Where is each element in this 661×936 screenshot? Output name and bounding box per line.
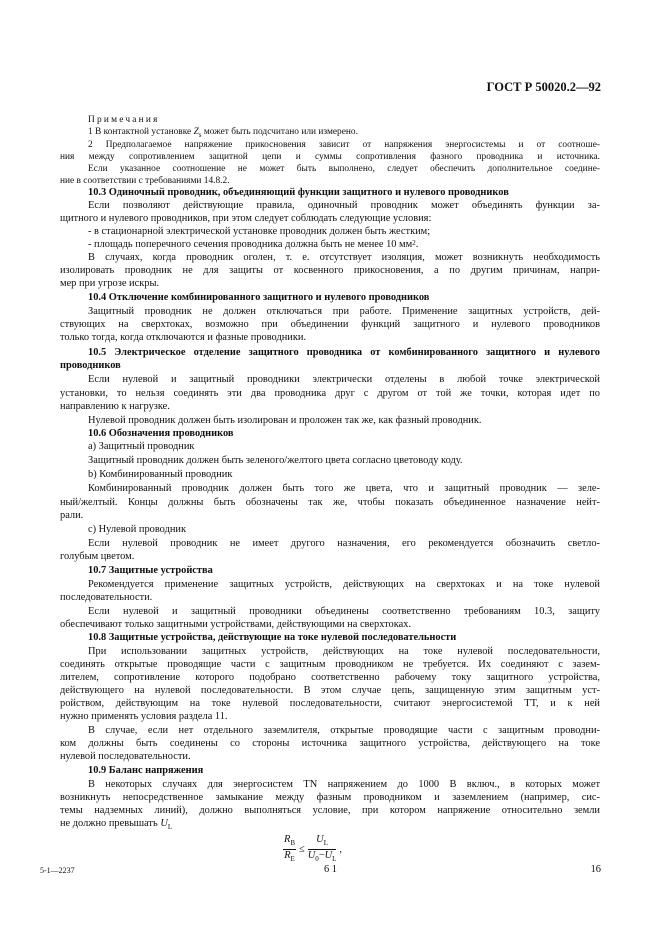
- s108-p1-a: При использовании защитных устройств, действующих на токе нулевой последовательности,: [88, 646, 600, 657]
- section-10-9-title: 10.9 Баланс напряжения: [88, 765, 204, 776]
- s103-p2-b: изолировать проводник не для защиты от косвенного прикосновения, а по другим причинам, напри-: [60, 265, 600, 276]
- s107-p2-a: Если нулевой и защитный проводники объединены соответственно требованиям 10.3, защиту: [88, 606, 600, 617]
- s107-p1-b: последовательности.: [60, 592, 153, 603]
- s108-p1-f: нужно применять условия раздела 11.: [60, 711, 228, 722]
- s105-p2: Нулевой проводник должен быть изолирован и проложен так же, как фазный проводник.: [88, 415, 482, 426]
- s106-item-c: c) Нулевой проводник: [88, 524, 187, 535]
- s109-p1-a: В некоторых случаях для энергосистем TN напряжением до 1000 В включ., в которых может: [88, 779, 600, 790]
- document-code: ГОСТ Р 50020.2—92: [486, 80, 601, 94]
- s108-p2-a: В случае, если нет отдельного заземлителя, открытые проводящие части с защитным проводни-: [88, 725, 600, 736]
- s109-p1-c: темы надземных линий), должно выполняться условие, при котором напряжение относительно земли: [60, 805, 600, 816]
- footer-print-code: 5-1—2237: [40, 866, 75, 875]
- s106-item-a-text: Защитный проводник должен быть зеленого/желтого цвета согласно цветоводу коду.: [88, 455, 463, 466]
- balance-formula: [283, 834, 342, 865]
- s108-p1-b: соединять открытые проводящие части с защитным проводником не требуется. Их соединяют с зазем-: [60, 659, 600, 670]
- s106-item-b-text-a: Комбинированный проводник должен быть того же цвета, что и защитный проводник — зеле-: [88, 483, 600, 494]
- note-2-line-1: 2 Предполагаемое напряжение прикосновения зависит от напряжения энергосистемы и от соотноше-: [88, 140, 600, 150]
- s108-p2-b: ком должны быть соединены со стороны источника защитного устройства, действующего на токе: [60, 738, 600, 749]
- s108-p2-c: нулевой последовательности.: [60, 751, 191, 762]
- formula-right-fraction: $\frac{U_L}{U_0-U_L}$: [307, 834, 337, 864]
- s103-bullet-1: - в стационарной электрической установке проводник должен быть жестким;: [88, 226, 431, 237]
- s109-p1-b: возникнуть непосредственное замыкание между фазным проводником и заземлением (например, сис-: [60, 792, 600, 803]
- s104-p1-a: Защитный проводник не должен отключаться при работе. Применение защитных устройств, дей-: [88, 306, 600, 317]
- note-3-line-1: Если указанное соотношение не может быть выполнено, следует обеспечить дополнительное соедине-: [88, 164, 600, 174]
- s103-bullet-2: - площадь поперечного сечения проводника должна быть не менее 10 $мм^2$.: [88, 239, 419, 250]
- s105-p1-b: установки, то нельзя соединять эти два проводника друг с другом от той же точки, которая идет по: [60, 388, 600, 399]
- section-10-3-title: 10.3 Одиночный проводник, объединяющий функции защитного и нулевого проводников: [88, 187, 509, 198]
- s106-item-b-text-b: ный/желтый. Концы должны быть обозначены так же, чтобы показать объединенное назначение нейт-: [60, 497, 600, 508]
- s103-p2-c: мер при угрозе искры.: [60, 278, 160, 289]
- s104-p1-c: только тогда, когда отключаются и фазные проводники.: [60, 332, 307, 343]
- section-10-5-title-a: 10.5 Электрическое отделение защитного проводника от комбинированного защитного и нулевого: [88, 347, 600, 358]
- s108-p1-e: ройством, действующим на токе нулевой последовательности, считают энергосистемой ТТ, и к ней: [60, 698, 600, 709]
- s103-p1-b: щитного и нулевого проводников, при этом следует соблюдать следующие условия:: [60, 213, 432, 224]
- s106-item-a: a) Защитный проводник: [88, 441, 195, 452]
- note-3-line-2: ние в соответствии с требованиями 14.8.2.: [60, 176, 230, 186]
- formula-comma: ,: [339, 843, 343, 855]
- note-2-line-2: ния между сопротивлением защитной цепи и суммы сопротивления фазного проводника и источника.: [60, 152, 600, 162]
- section-10-8-title: 10.8 Защитные устройства, действующие на токе нулевой последовательности: [88, 632, 457, 643]
- section-10-7-title: 10.7 Защитные устройства: [88, 565, 213, 576]
- section-10-4-title: 10.4 Отключение комбинированного защитного и нулевого проводников: [88, 292, 430, 303]
- s106-item-b-text-c: рали.: [60, 510, 84, 521]
- page-number: 16: [590, 864, 601, 875]
- s106-item-c-text-b: голубым цветом.: [60, 551, 135, 562]
- s103-p2-a: В случаях, когда проводник оголен, т. е. отсутствует изоляция, может возникнуть необходимость: [88, 252, 600, 263]
- formula-le-sign: ≤: [299, 843, 305, 855]
- section-10-5-title-b: проводников: [60, 360, 121, 371]
- s108-p1-d: действующего на нулевой последовательности. В этом случае цепь, защищенную этим защитным уст-: [60, 685, 600, 696]
- s107-p1-a: Рекомендуется применение защитных устройств, действующих на сверхтоках и на токе нулевой: [88, 579, 600, 590]
- s103-p1-a: Если позволяют действующие правила, одиночный проводник может объединять функции за-: [88, 200, 600, 211]
- s106-item-b: b) Комбинированный проводник: [88, 469, 233, 480]
- footer-sheet-number: 6 1: [324, 864, 337, 875]
- s105-p1-c: направлению к нагрузке.: [60, 401, 170, 412]
- formula-left-fraction: $\frac{R_B}{R_E}$: [284, 834, 296, 864]
- s107-p2-b: обеспечивают только защитными устройствами, действующими на сверхтоках.: [60, 619, 412, 630]
- s108-p1-c: лителем, сопротивление которого подобрано соответственно рабочему току защитного устройства,: [60, 672, 600, 683]
- section-10-6-title: 10.6 Обозначения проводников: [88, 428, 234, 439]
- note-1: 1 В контактной установке $Z_s$ может быть подсчитано или измерено.: [88, 127, 358, 139]
- s104-p1-b: ствующих на сверхтоках, возможно при объединении функций защитного и нулевого проводников: [60, 319, 600, 330]
- notes-title: Примечания: [88, 115, 160, 125]
- s105-p1-a: Если нулевой и защитный проводники электрически отделены в любой точке электрической: [88, 374, 600, 385]
- s109-p1-d: не должно превышать $U_L$: [60, 818, 173, 832]
- s106-item-c-text-a: Если нулевой проводник не имеет другого назначения, его рекомендуется обозначить светло-: [88, 538, 600, 549]
